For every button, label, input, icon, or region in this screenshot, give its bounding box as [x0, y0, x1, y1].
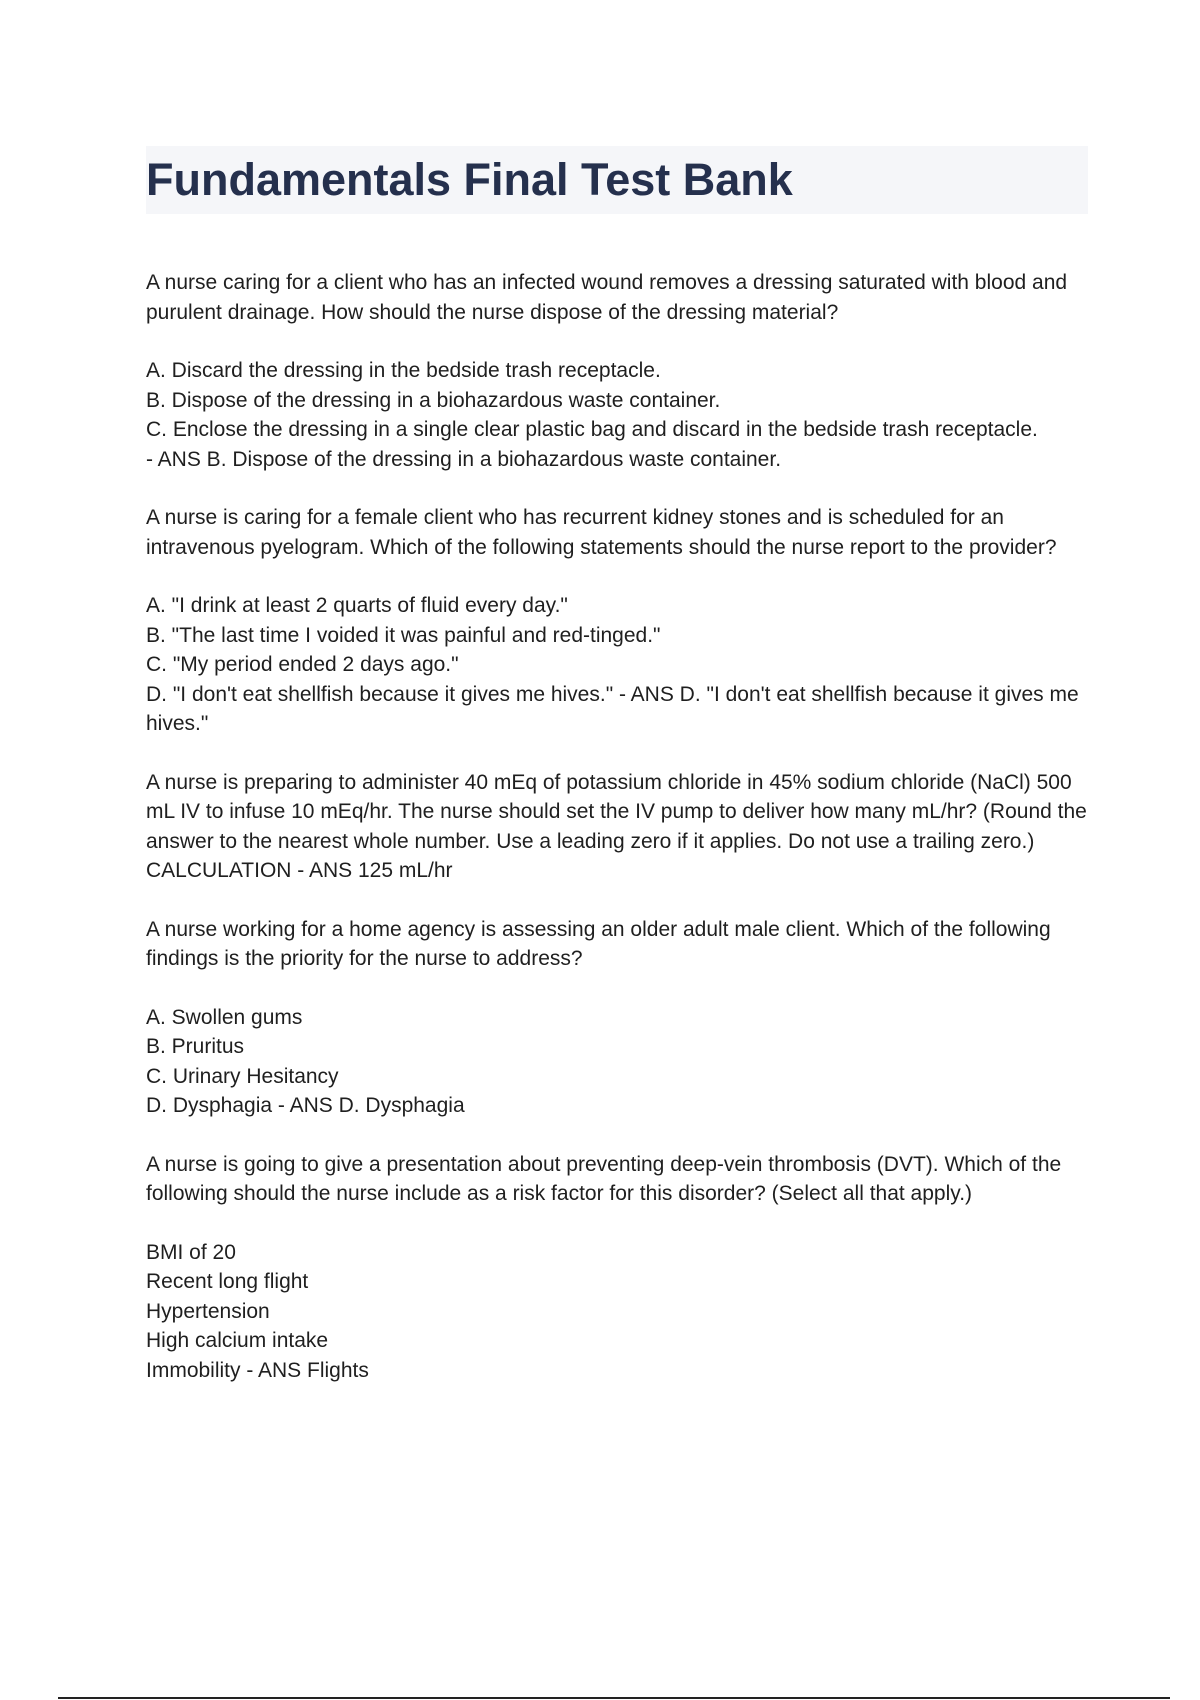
question-text: A nurse working for a home agency is assessing an older adult male client. Which of the following findings is the priority for the nurse to address?	[146, 917, 1051, 970]
answer-option: A. "I drink at least 2 quarts of fluid every day."	[146, 594, 568, 617]
question-item	[146, 503, 1096, 739]
answer-option-with-key: D. "I don't eat shellfish because it gives me hives." - ANS D. "I don't eat shellfish because it gives me hives."	[146, 682, 1079, 735]
answer-option: C. Urinary Hesitancy	[146, 1064, 339, 1088]
answer-option: Hypertension	[146, 1299, 270, 1323]
question-text: A nurse is preparing to administer 40 mEq of potassium chloride in 45% sodium chloride (NaCl) 500 mL IV to infuse 10 mEq/hr. The nurse should set the IV pump to deliver how many mL/hr? (Round the answer to the nearest whole number. Use a leading zero if it applies. Do not use a trailing zero.)	[146, 770, 1087, 853]
answer-option: C. "My period ended 2 days ago."	[146, 653, 459, 676]
answer-option: B. "The last time I voided it was painful and red-tinged."	[146, 623, 661, 647]
answer-option-with-key: D. Dysphagia - ANS D. Dysphagia	[146, 1094, 465, 1117]
calculation-answer: CALCULATION - ANS 125 mL/hr	[146, 859, 453, 882]
answer-options	[146, 591, 1096, 739]
document-title: Fundamentals Final Test Bank	[146, 154, 793, 205]
answer-option: BMI of 20	[146, 1240, 236, 1264]
answer-option: A. Swollen gums	[146, 1005, 303, 1029]
answer-option: High calcium intake	[146, 1329, 329, 1352]
answer-options	[146, 1003, 1096, 1121]
answer-option: B. Dispose of the dressing in a biohazardous waste container.	[146, 388, 721, 412]
question-text: A nurse is going to give a presentation about preventing deep-vein thrombosis (DVT). Which of the following should the nurse include as a risk factor for this disorder? (Select all that apply.)	[146, 1152, 1062, 1205]
question-item	[146, 768, 1096, 886]
question-item	[146, 1150, 1096, 1386]
question-item	[146, 915, 1096, 1121]
answer-option: Recent long flight	[146, 1270, 309, 1293]
answer-option-with-key: Immobility - ANS Flights	[146, 1358, 369, 1382]
question-list	[146, 268, 1096, 1414]
answer-option: B. Pruritus	[146, 1035, 245, 1058]
question-item	[146, 268, 1096, 474]
answer-option: A. Discard the dressing in the bedside trash receptacle.	[146, 359, 661, 382]
answer-key: - ANS B. Dispose of the dressing in a biohazardous waste container.	[146, 447, 782, 471]
answer-options	[146, 1238, 1096, 1386]
question-text: A nurse is caring for a female client who has recurrent kidney stones and is scheduled for an intravenous pyelogram. Which of the following statements should the nurse report to the provider?	[146, 506, 1057, 559]
answer-options	[146, 356, 1096, 474]
question-text: A nurse caring for a client who has an infected wound removes a dressing saturated with blood and purulent drainage. How should the nurse dispose of the dressing material?	[146, 271, 1068, 324]
title-band	[146, 146, 1088, 214]
footer-divider	[58, 1697, 1170, 1699]
answer-option: C. Enclose the dressing in a single clear plastic bag and discard in the bedside trash receptacle.	[146, 418, 1038, 441]
